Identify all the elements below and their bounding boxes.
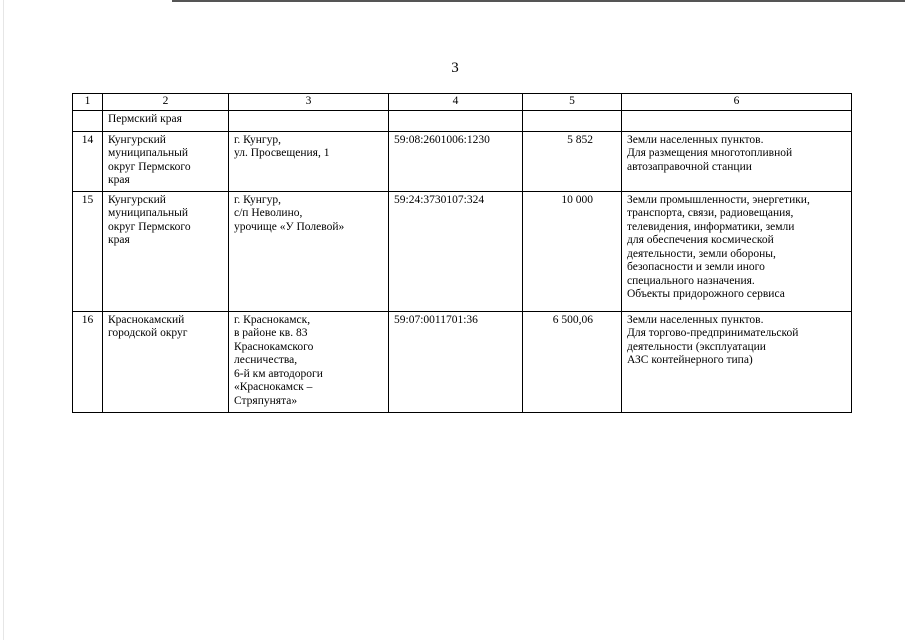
empty-cell	[73, 110, 103, 131]
municipality-cell: Кунгурский муниципальный округ Пермского края	[103, 131, 229, 191]
continuation-row	[73, 110, 852, 131]
left-edge-line	[3, 0, 4, 640]
header-cell: 3	[229, 94, 389, 111]
table-row	[73, 311, 852, 412]
row-number-cell: 14	[73, 131, 103, 191]
cadastral-number-cell: 59:07:0011701:36	[389, 311, 523, 412]
header-cell: 4	[389, 94, 523, 111]
address-cell: г. Краснокамск, в районе кв. 83 Краснокамского лесничества, 6-й км автодороги «Краснокамск – Стряпунята»	[229, 311, 389, 412]
municipality-cell: Кунгурский муниципальный округ Пермского края	[103, 191, 229, 311]
header-cell: 6	[622, 94, 852, 111]
header-cell: 5	[523, 94, 622, 111]
empty-cell	[389, 110, 523, 131]
empty-cell	[229, 110, 389, 131]
table-row	[73, 131, 852, 191]
municipality-cell: Краснокамский городской округ	[103, 311, 229, 412]
purpose-cell: Земли промышленности, энергетики, транспорта, связи, радиовещания, телевидения, информатики, земли для обеспечения космической деятельности, земли обороны, безопасности и земли иного специального назначения. Объекты придорожного сервиса	[622, 191, 852, 311]
address-cell: г. Кунгур, ул. Просвещения, 1	[229, 131, 389, 191]
continuation-cell: Пермский края	[103, 110, 229, 131]
row-number-cell: 15	[73, 191, 103, 311]
area-cell: 10 000	[523, 191, 622, 311]
cadastral-number-cell: 59:24:3730107:324	[389, 191, 523, 311]
page-number: 3	[451, 60, 459, 76]
purpose-cell: Земли населенных пунктов. Для размещения многотопливной автозаправочной станции	[622, 131, 852, 191]
land-plots-table	[72, 93, 852, 413]
table-header-row	[73, 94, 852, 111]
row-number-cell: 16	[73, 311, 103, 412]
top-border-line	[172, 0, 905, 2]
address-cell: г. Кунгур, с/п Неволино, урочище «У Полевой»	[229, 191, 389, 311]
area-cell: 5 852	[523, 131, 622, 191]
empty-cell	[622, 110, 852, 131]
cadastral-number-cell: 59:08:2601006:1230	[389, 131, 523, 191]
header-cell: 1	[73, 94, 103, 111]
area-cell: 6 500,06	[523, 311, 622, 412]
purpose-cell: Земли населенных пунктов. Для торгово-предпринимательской деятельности (эксплуатации АЗС контейнерного типа)	[622, 311, 852, 412]
header-cell: 2	[103, 94, 229, 111]
empty-cell	[523, 110, 622, 131]
table-row	[73, 191, 852, 311]
